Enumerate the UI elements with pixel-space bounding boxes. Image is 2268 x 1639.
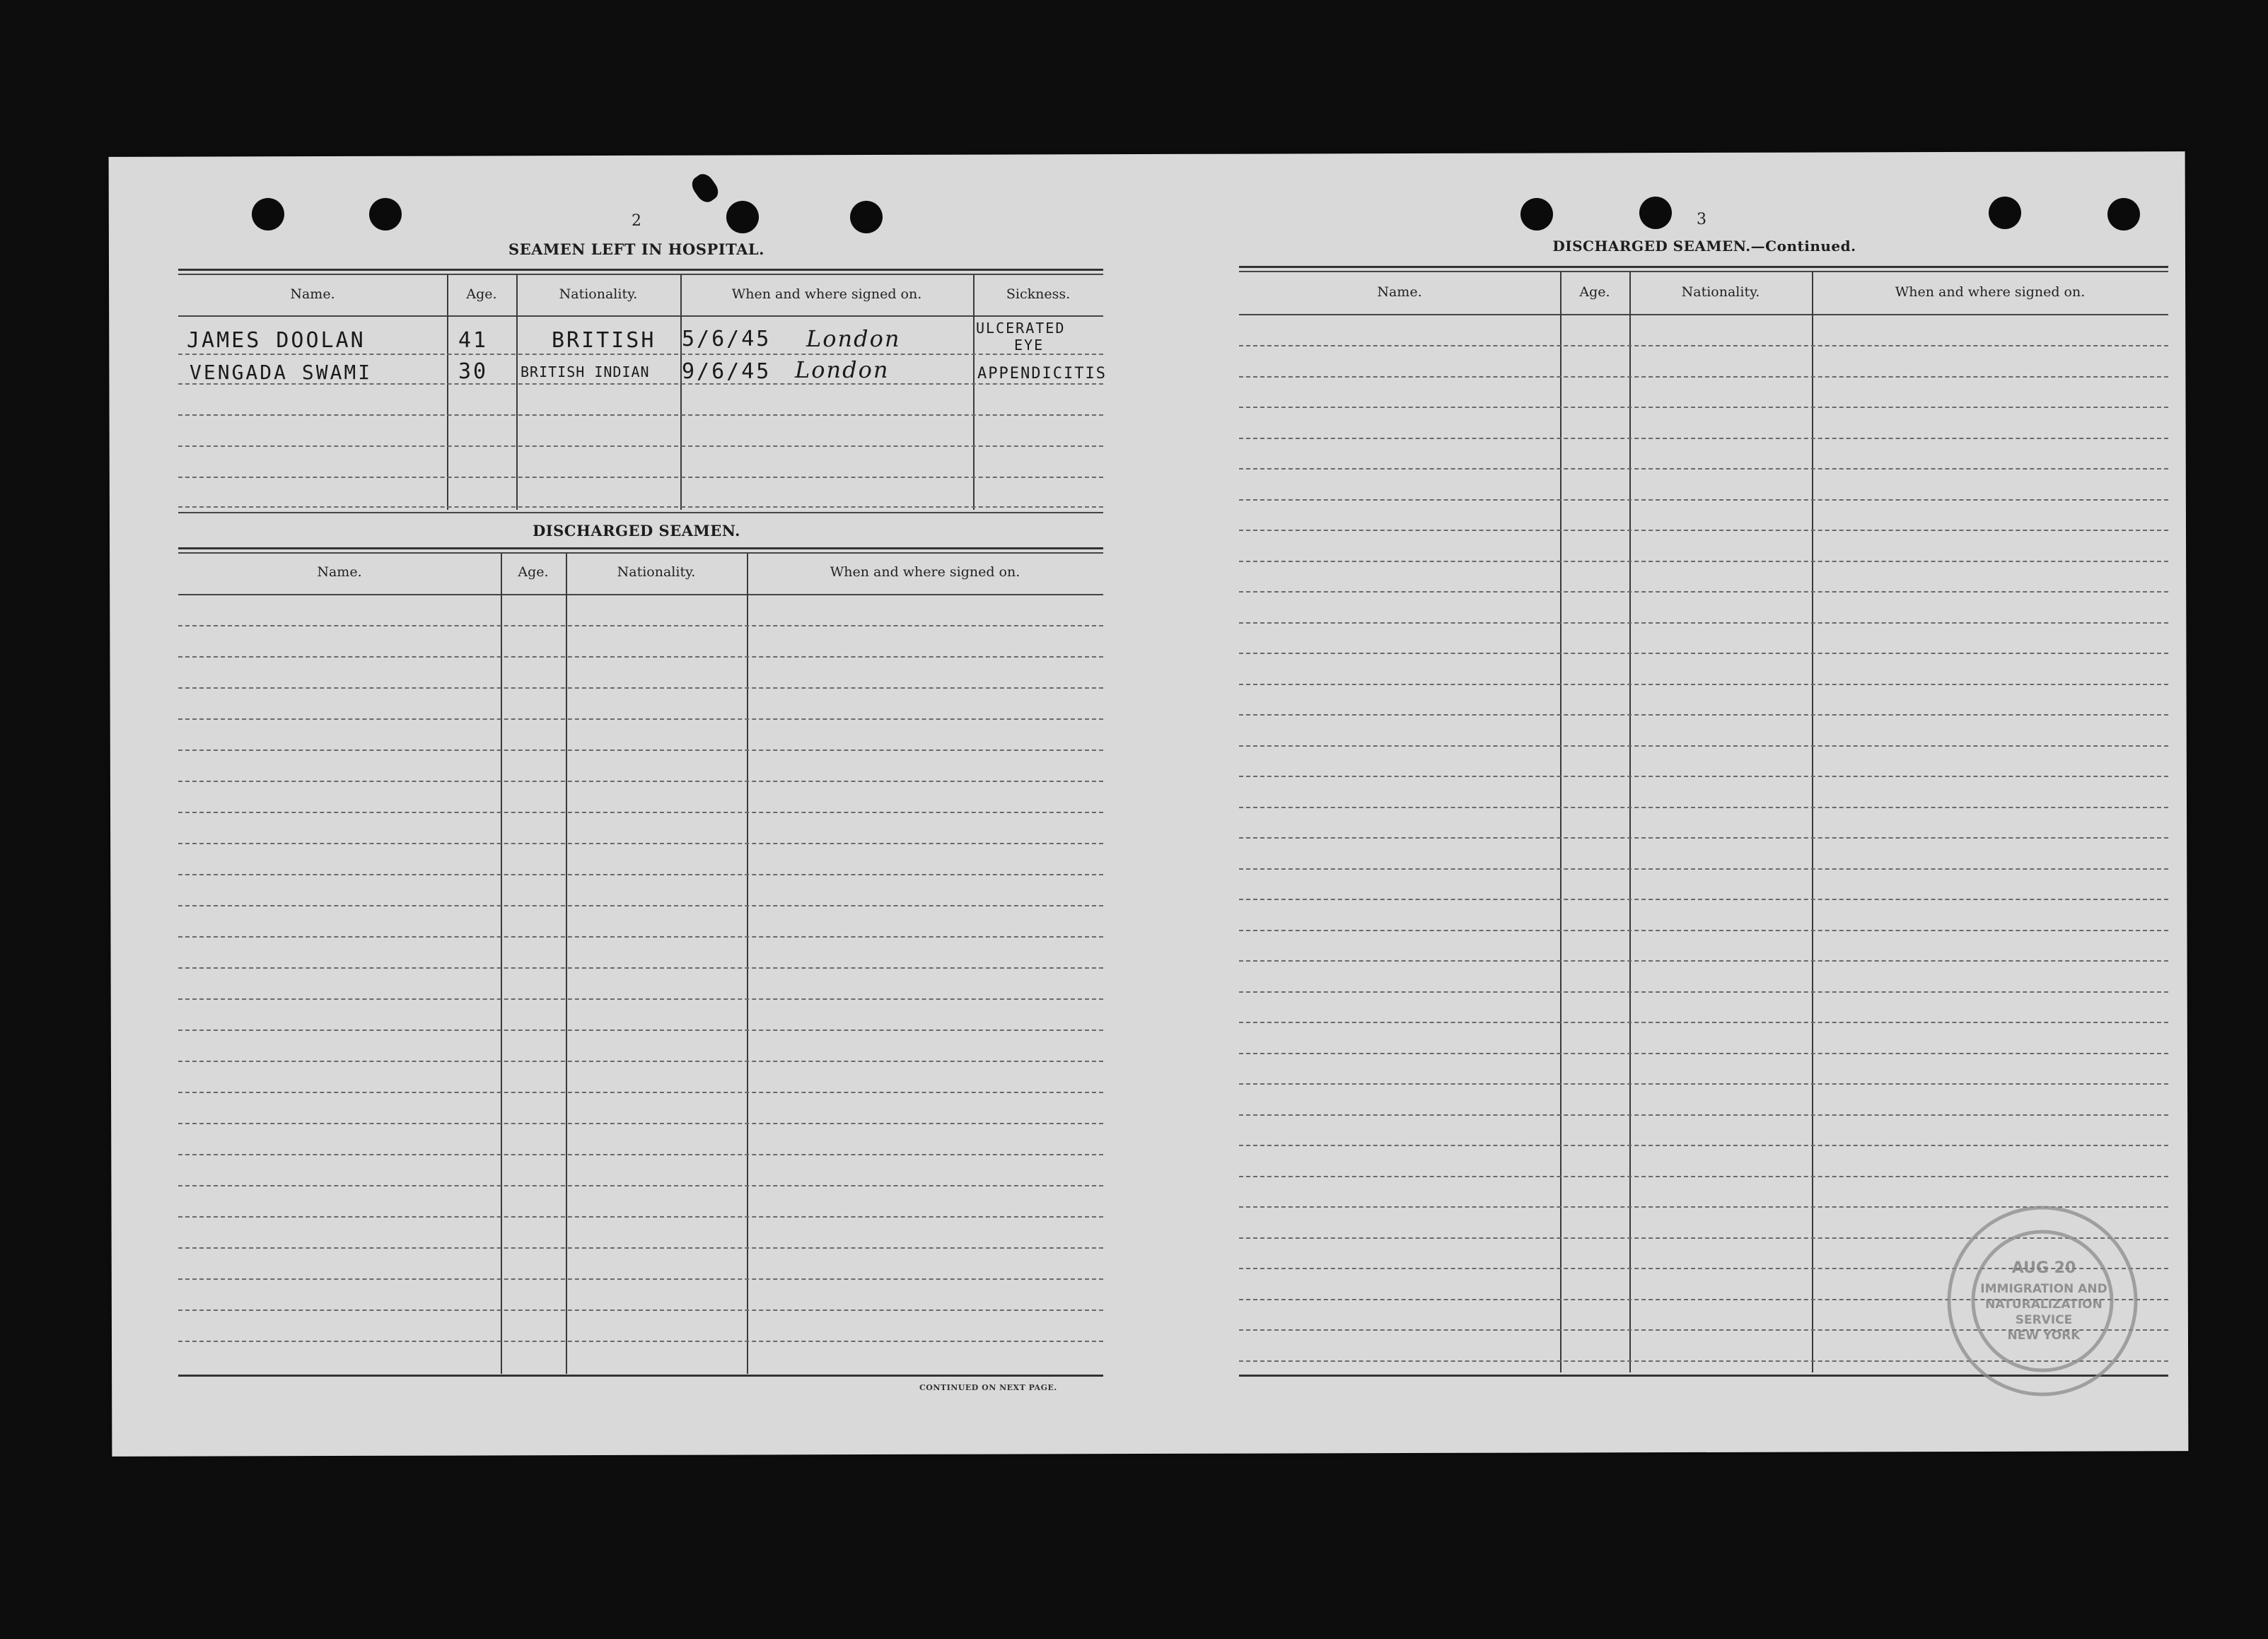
ruled-line: [178, 998, 1103, 1000]
ruled-line: [178, 1247, 1103, 1249]
page-number-right: 3: [1697, 211, 1706, 228]
ruled-line: [178, 812, 1103, 813]
ruled-line: [1239, 530, 2168, 531]
discharged-header-rule: [178, 594, 1103, 595]
right-header-age: Age.: [1579, 284, 1610, 300]
ruled-line: [1239, 1176, 2168, 1177]
discharged-col-divider: [566, 554, 567, 1374]
ruled-line: [178, 625, 1103, 626]
ruled-line: [1239, 745, 2168, 747]
punch-hole: [2107, 198, 2140, 231]
ruled-line: [178, 1310, 1103, 1311]
ruled-line: [1239, 345, 2168, 346]
hospital-row-2-sickness: APPENDICITIS: [977, 365, 1107, 383]
discharged-table-top-rule-2: [178, 552, 1103, 554]
hospital-row-2-nationality: BRITISH INDIAN: [521, 363, 650, 380]
discharged-continued-title: DISCHARGED SEAMEN.—Continued.: [1552, 238, 1856, 255]
discharged-col-divider: [747, 554, 748, 1374]
ruled-line: [178, 687, 1103, 689]
continued-footer: CONTINUED ON NEXT PAGE.: [919, 1383, 1057, 1392]
punch-hole: [850, 201, 883, 233]
discharged-header-age: Age.: [518, 564, 549, 580]
hospital-row-2-age: 30: [458, 359, 489, 384]
discharged-col-divider: [501, 554, 502, 1374]
stamp-line-4: NEW YORK: [2007, 1329, 2081, 1343]
ruled-line: [178, 1092, 1103, 1093]
hospital-row-1-date: 5/6/45: [682, 327, 772, 351]
right-table-top-rule-2: [1239, 271, 2168, 272]
hospital-section-title: SEAMEN LEFT IN HOSPITAL.: [508, 240, 764, 258]
hospital-header-age: Age.: [466, 286, 497, 302]
ruled-line: [178, 843, 1103, 844]
ruled-line: [1239, 376, 2168, 378]
ruled-line: [178, 967, 1103, 969]
ruled-line: [1239, 438, 2168, 439]
punch-hole: [726, 201, 759, 233]
ruled-line: [178, 936, 1103, 938]
ruled-line: [178, 905, 1103, 906]
ruled-line: [1239, 1022, 2168, 1023]
ruled-line: [1239, 407, 2168, 408]
ruled-line: [1239, 868, 2168, 870]
hospital-row-line: [178, 506, 1103, 508]
punch-hole: [1989, 197, 2021, 229]
hospital-row-line: [178, 414, 1103, 416]
punch-hole: [1520, 198, 1553, 231]
ruled-line: [1239, 1083, 2168, 1085]
discharged-table-bottom-rule: [178, 1375, 1103, 1377]
ruled-line: [178, 1061, 1103, 1062]
stamp-line-3: SERVICE: [2015, 1313, 2073, 1327]
manifest-sheet: [109, 151, 2189, 1457]
hospital-table-top-rule: [178, 269, 1103, 271]
hospital-col-divider: [680, 275, 682, 510]
hospital-row-2-name: VENGADA SWAMI: [190, 361, 373, 384]
ruled-line: [1239, 960, 2168, 962]
hospital-row-2-place: London: [795, 356, 890, 383]
discharged-header-signed-on: When and where signed on.: [830, 564, 1020, 580]
ruled-line: [1239, 837, 2168, 839]
hospital-row-1-age: 41: [458, 328, 489, 353]
discharged-header-nationality: Nationality.: [617, 564, 696, 580]
ruled-line: [1239, 684, 2168, 685]
ruled-line: [178, 1154, 1103, 1155]
ruled-line: [1239, 499, 2168, 501]
ruled-line: [1239, 991, 2168, 993]
page-number-left: 2: [632, 212, 641, 230]
ruled-line: [178, 1030, 1103, 1031]
hospital-row-line: [178, 477, 1103, 478]
ruled-line: [178, 1185, 1103, 1186]
right-header-nationality: Nationality.: [1681, 284, 1760, 300]
hospital-table-bottom-rule: [178, 512, 1103, 513]
ruled-line: [1239, 776, 2168, 777]
stamp-line-1: IMMIGRATION AND: [1980, 1282, 2107, 1296]
punch-hole: [252, 198, 284, 231]
ruled-line: [1239, 1145, 2168, 1146]
punch-hole: [1639, 197, 1672, 229]
ruled-line: [178, 1341, 1103, 1342]
right-header-name: Name.: [1377, 284, 1422, 300]
right-header-rule: [1239, 314, 2168, 315]
hospital-row-1-sickness-1: ULCERATED: [976, 320, 1066, 337]
ruled-line: [178, 718, 1103, 720]
hospital-header-rule: [178, 315, 1103, 317]
hospital-header-signed-on: When and where signed on.: [731, 286, 922, 302]
stamp-line-2: NATURALIZATION: [1985, 1297, 2103, 1312]
ruled-line: [1239, 930, 2168, 931]
hospital-row-1-sickness-2: EYE: [1014, 337, 1045, 354]
discharged-header-name: Name.: [317, 564, 362, 580]
hospital-col-divider: [516, 275, 518, 510]
hospital-header-name: Name.: [290, 286, 335, 302]
ruled-line: [1239, 714, 2168, 716]
right-table-top-rule: [1239, 266, 2168, 268]
ruled-line: [178, 1278, 1103, 1280]
ruled-line: [178, 1123, 1103, 1124]
discharged-section-title: DISCHARGED SEAMEN.: [533, 522, 740, 539]
ruled-line: [1239, 653, 2168, 654]
stamp-date: AUG 20: [2011, 1259, 2076, 1277]
hospital-row-1-name: JAMES DOOLAN: [187, 328, 366, 353]
hospital-header-sickness: Sickness.: [1006, 286, 1071, 302]
punch-hole: [369, 198, 402, 231]
hospital-row-line: [178, 354, 1103, 355]
ruled-line: [1239, 1053, 2168, 1054]
ruled-line: [178, 874, 1103, 875]
ruled-line: [1239, 807, 2168, 808]
ruled-line: [178, 749, 1103, 751]
ruled-line: [178, 656, 1103, 658]
discharged-table-top-rule: [178, 547, 1103, 549]
hospital-row-1-place: London: [806, 325, 901, 352]
ruled-line: [1239, 591, 2168, 593]
hospital-row-line: [178, 445, 1103, 447]
ruled-line: [1239, 468, 2168, 469]
ruled-line: [1239, 899, 2168, 900]
ruled-line: [1239, 622, 2168, 624]
ruled-line: [178, 781, 1103, 782]
ruled-line: [178, 1216, 1103, 1218]
hospital-table-top-rule-2: [178, 274, 1103, 275]
ruled-line: [1239, 561, 2168, 562]
hospital-row-2-date: 9/6/45: [682, 359, 772, 384]
hospital-header-nationality: Nationality.: [559, 286, 638, 302]
hospital-row-1-nationality: BRITISH: [552, 328, 656, 353]
right-header-signed-on: When and where signed on.: [1895, 284, 2086, 300]
ruled-line: [1239, 1114, 2168, 1116]
hospital-col-divider: [973, 275, 975, 510]
immigration-stamp: [1922, 1195, 2163, 1407]
hospital-col-divider: [447, 275, 448, 510]
